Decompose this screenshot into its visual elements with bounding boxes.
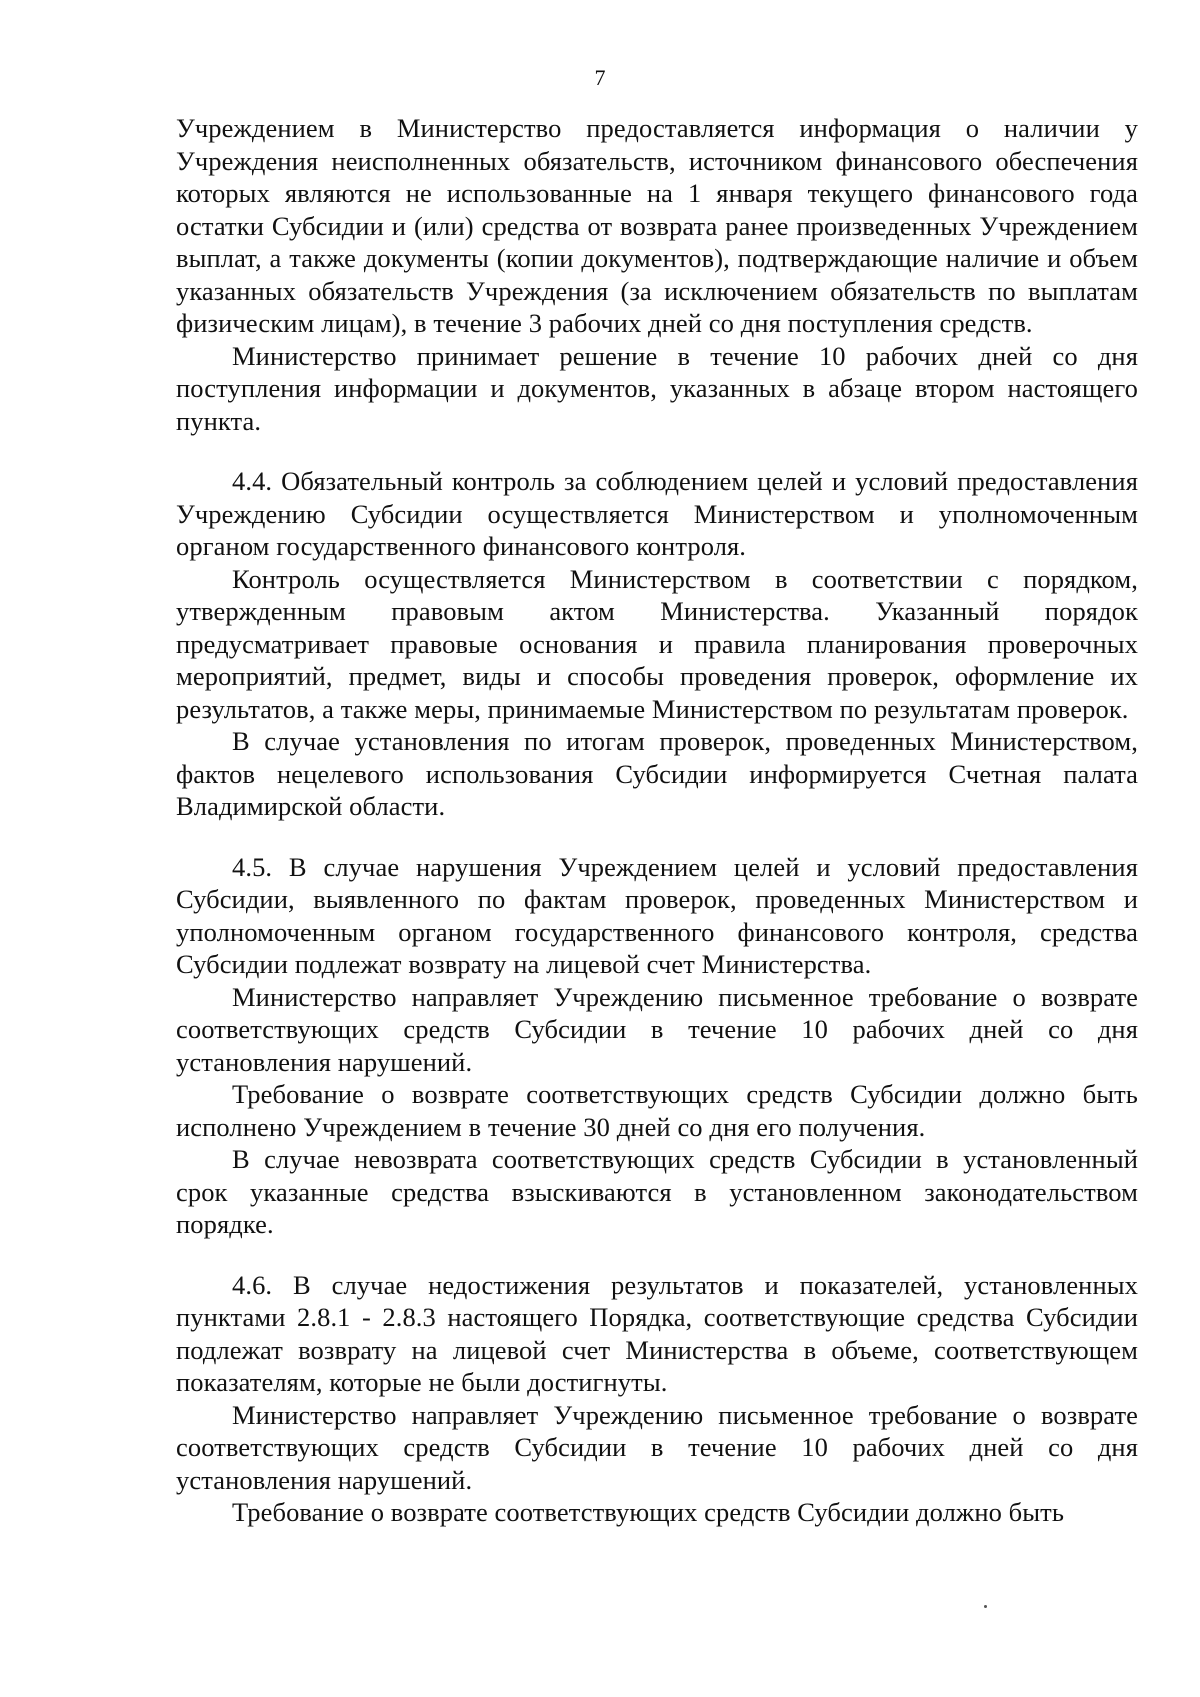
paragraph-control-procedure: Контроль осуществляется Министерством в соответствии с порядком, утвержденным правовым актом Министерства. Указанный порядок предусматривает правовые основания и правила планирования проверочных мероприятий, предмет, виды и способы проведения проверок, оформление их результатов, а также меры, принимаемые Министерством по результатам проверок. bbox=[176, 563, 1138, 724]
clause-4-6: 4.6. В случае недостижения результатов и показателей, установленных пунктами 2.8.1 - 2.8.3 настоящего Порядка, соответствующие средства Субсидии подлежат возврату на лицевой счет Министерства в объеме, соответствующем показателям, которые не были достигнуты. bbox=[176, 1269, 1138, 1397]
paragraph-return-request-2: Министерство направляет Учреждению письменное требование о возврате соответствующих средств Субсидии в течение 10 рабочих дней со дня установления нарушений. bbox=[176, 1399, 1138, 1495]
clause-4-4: 4.4. Обязательный контроль за соблюдением целей и условий предоставления Учреждению Субсидии осуществляется Министерством и уполномоченным органом государственного финансового контроля. bbox=[176, 466, 1138, 561]
paragraph-audit-chamber: В случае установления по итогам проверок, проведенных Министерством, фактов нецелевого использования Субсидии информируется Счетная палата Владимирской области. bbox=[176, 726, 1138, 821]
paragraph-decision: Министерство принимает решение в течение 10 рабочих дней со дня поступления информации и документов, указанных в абзаце втором настоящего пункта. bbox=[176, 340, 1138, 436]
paragraph-return-term-start: Требование о возврате соответствующих средств Субсидии должно быть bbox=[232, 1497, 1065, 1527]
page-number: 7 bbox=[594, 65, 606, 90]
document-body bbox=[176, 112, 1138, 1529]
paragraph-return-term: Требование о возврате соответствующих средств Субсидии должно быть исполнено Учреждением в течение 30 дней со дня его получения. bbox=[176, 1079, 1138, 1142]
paragraph-continuation: Учреждением в Министерство предоставляется информация о наличии у Учреждения неисполненных обязательств, источником финансового обеспечения которых являются не использованные на 1 января текущего финансового года остатки Субсидии и (или) средства от возврата ранее произведенных Учреждением выплат, а также документы (копии документов), подтверждающие наличие и объем указанных обязательств Учреждения (за исключением обязательств по выплатам физическим лицам), в течение 3 рабочих дней со дня поступления средств. bbox=[176, 113, 1138, 338]
paragraph-recovery: В случае невозврата соответствующих средств Субсидии в установленный срок указанные средства взыскиваются в установленном законодательством порядке. bbox=[176, 1144, 1138, 1239]
clause-4-5: 4.5. В случае нарушения Учреждением целей и условий предоставления Субсидии, выявленного по фактам проверок, проведенных Министерством и уполномоченным органом государственного финансового контроля, средства Субсидии подлежат возврату на лицевой счет Министерства. bbox=[176, 851, 1138, 979]
paragraph-return-request: Министерство направляет Учреждению письменное требование о возврате соответствующих средств Субсидии в течение 10 рабочих дней со дня установления нарушений. bbox=[176, 981, 1138, 1077]
scan-speck bbox=[984, 1605, 987, 1608]
